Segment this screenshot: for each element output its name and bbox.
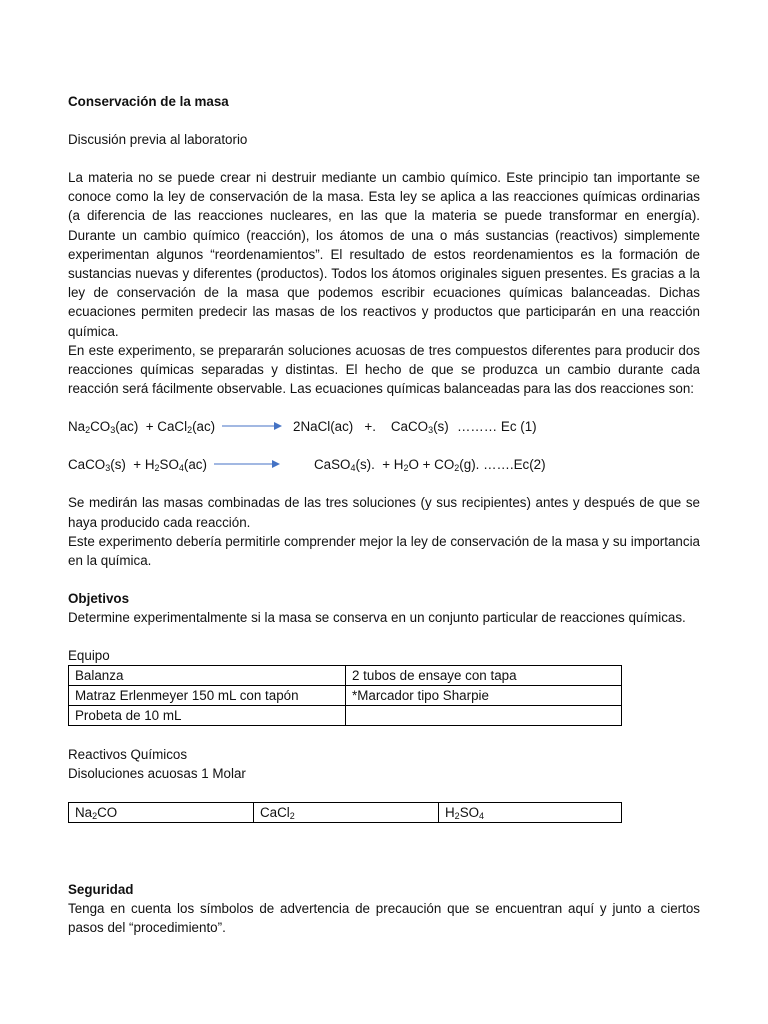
page-title: Conservación de la masa xyxy=(68,94,229,109)
equipment-heading: Equipo xyxy=(68,648,110,664)
equipment-table xyxy=(68,665,622,726)
reagents-subheading: Disoluciones acuosas 1 Molar xyxy=(68,766,246,782)
table-cell: CaCl$_2$ xyxy=(254,803,439,823)
table-cell: *Marcador tipo Sharpie xyxy=(346,686,622,706)
table-cell: Probeta de 10 mL xyxy=(69,706,346,726)
safety-text: Tenga en cuenta los símbolos de advertencia de precaución que se encuentran aquí y junto a ciertos pasos del “procedimiento”. xyxy=(68,901,700,936)
equation-1-products: 2NaCl(ac) +. CaCO$_3$(s) xyxy=(293,419,449,436)
equation-1 xyxy=(68,417,700,436)
table-row xyxy=(69,706,622,726)
table-row xyxy=(69,686,622,706)
section-subtitle: Discusión previa al laboratorio xyxy=(68,132,248,147)
table-row xyxy=(69,666,622,686)
objectives-heading: Objetivos xyxy=(68,591,130,607)
table-cell: 2 tubos de ensaye con tapa xyxy=(346,666,622,686)
reagents-table xyxy=(68,802,622,823)
safety-heading: Seguridad xyxy=(68,882,134,898)
intro-paragraph-1: La materia no se puede crear ni destruir mediante un cambio químico. Este principio tan importante se conoce como la ley de conservación de la masa. Esta ley se aplica a las reacciones químicas ordinarias (a diferencia de las reacciones nucleares, en las que la materia se puede transformar en energía). Durante un cambio químico (reacción), los átomos de una o más sustancias (reactivos) simplemente experimentan algunos “reordenamientos”. El resultado de estos reordenamientos es la formación de sustancias nuevas y diferentes (productos). Todos los átomos originales siguen presentes. Es gracias a la ley de conservación de la masa que podemos escribir ecuaciones químicas balanceadas. Dichas ecuaciones permiten predecir las masas de los reactivos y productos que participarán en una reacción química. xyxy=(68,170,700,339)
equation-2 xyxy=(68,455,700,474)
table-cell: $Na_2CO$ xyxy=(69,803,254,823)
equation-2-products: CaSO$_4$(s). + $H_2O + CO_2(g)$. …….Ec(2) xyxy=(314,457,546,474)
reaction-arrow-icon xyxy=(222,420,282,432)
after-paragraph-1: Se medirán las masas combinadas de las tres soluciones (y sus recipientes) antes y después de que se haya producido cada reacción. xyxy=(68,495,700,530)
reagents-heading: Reactivos Químicos xyxy=(68,747,188,763)
table-cell xyxy=(346,706,622,726)
document-page xyxy=(68,92,700,938)
table-cell: $H_2SO_4$ xyxy=(439,803,622,823)
after-paragraph-2: Este experimento debería permitirle comprender mejor la ley de conservación de la masa y su importancia en la química. xyxy=(68,533,700,569)
table-cell: Balanza xyxy=(69,666,346,686)
table-row xyxy=(69,803,622,823)
equation-2-reactants: CaCO$_3$(s) + $H_2SO_4(ac)$ xyxy=(68,457,207,474)
table-cell: Matraz Erlenmeyer 150 mL con tapón xyxy=(69,686,346,706)
objectives-text: Determine experimentalmente si la masa se conserva en un conjunto particular de reacciones químicas. xyxy=(68,610,686,626)
equation-1-label: ……… Ec (1) xyxy=(457,419,537,435)
intro-paragraph-2: En este experimento, se prepararán soluciones acuosas de tres compuestos diferentes para producir dos reacciones químicas separadas y distintas. El hecho de que se produzca un cambio durante cada reacción será fácilmente observable. Las ecuaciones químicas balanceadas para las dos reacciones son: xyxy=(68,342,700,397)
reaction-arrow-icon xyxy=(214,458,280,470)
equation-1-reactants: $Na_2CO_3(ac)$ + CaCl$_2$(ac) xyxy=(68,419,216,436)
